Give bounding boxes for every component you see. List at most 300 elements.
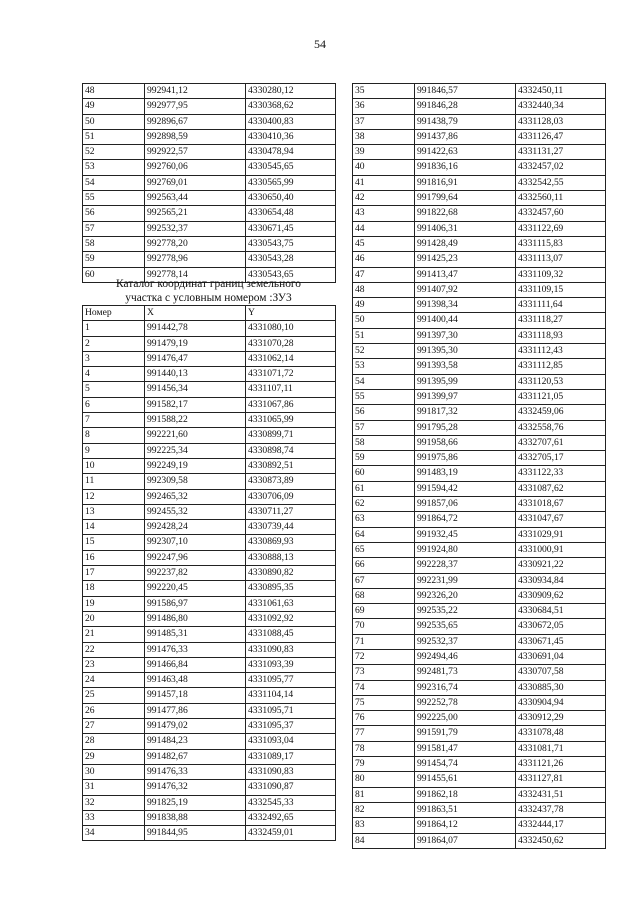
table-row <box>353 818 606 833</box>
cell-number: 58 <box>83 236 145 251</box>
cell-x: 992455,32 <box>145 504 246 519</box>
table-row <box>353 588 606 603</box>
table-row <box>83 145 336 160</box>
cell-number: 37 <box>353 114 415 129</box>
cell-x: 992778,14 <box>145 267 246 282</box>
cell-number: 59 <box>83 252 145 267</box>
cell-x: 992769,01 <box>145 175 246 190</box>
cell-x: 991816,91 <box>415 175 516 190</box>
cell-number: 41 <box>353 175 415 190</box>
cell-x: 991425,23 <box>415 252 516 267</box>
cell-y: 4332542,55 <box>516 175 606 190</box>
table-row <box>83 351 336 366</box>
cell-x: 992563,44 <box>145 191 246 206</box>
table-row <box>83 627 336 642</box>
cell-y: 4330873,89 <box>246 474 336 489</box>
table-row <box>83 657 336 672</box>
cell-x: 991393,58 <box>415 359 516 374</box>
cell-x: 991586,97 <box>145 596 246 611</box>
cell-number: 51 <box>353 328 415 343</box>
cell-x: 992535,65 <box>415 619 516 634</box>
table-row <box>83 428 336 443</box>
cell-number: 70 <box>353 619 415 634</box>
cell-y: 4330934,84 <box>516 573 606 588</box>
cell-x: 992465,32 <box>145 489 246 504</box>
table-row <box>353 649 606 664</box>
table-row <box>353 802 606 817</box>
cell-x: 991397,30 <box>415 328 516 343</box>
cell-number: 51 <box>83 129 145 144</box>
table-row <box>83 206 336 221</box>
cell-x: 991440,13 <box>145 367 246 382</box>
cell-y: 4332459,06 <box>516 405 606 420</box>
cell-y: 4331088,45 <box>246 627 336 642</box>
cell-x: 992941,12 <box>145 84 246 99</box>
table-row <box>353 665 606 680</box>
table-row <box>83 703 336 718</box>
cell-x: 991932,45 <box>415 527 516 542</box>
cell-number: 52 <box>353 344 415 359</box>
cell-number: 47 <box>353 267 415 282</box>
catalog-title <box>82 277 335 305</box>
table-row <box>83 550 336 565</box>
cell-y: 4332440,34 <box>516 99 606 114</box>
cell-number: 49 <box>353 298 415 313</box>
table-row <box>83 504 336 519</box>
table-row <box>353 298 606 313</box>
cell-x: 992307,10 <box>145 535 246 550</box>
cell-y: 4331104,14 <box>246 688 336 703</box>
cell-number: 33 <box>83 810 145 825</box>
cell-y: 4332459,01 <box>246 826 336 841</box>
cell-number: 31 <box>83 780 145 795</box>
cell-y: 4330739,44 <box>246 520 336 535</box>
coordinates-table-right <box>352 83 606 849</box>
cell-number: 48 <box>83 84 145 99</box>
cell-x: 991825,19 <box>145 795 246 810</box>
cell-y: 4331070,28 <box>246 336 336 351</box>
cell-x: 991863,51 <box>415 802 516 817</box>
cell-x: 992898,59 <box>145 129 246 144</box>
cell-number: 57 <box>83 221 145 236</box>
cell-x: 992532,37 <box>145 221 246 236</box>
cell-number: 42 <box>353 191 415 206</box>
cell-number: 53 <box>83 160 145 175</box>
cell-number: 26 <box>83 703 145 718</box>
cell-x: 991400,44 <box>415 313 516 328</box>
cell-y: 4330684,51 <box>516 604 606 619</box>
cell-x: 992977,95 <box>145 99 246 114</box>
table-row <box>83 221 336 236</box>
cell-y: 4331000,91 <box>516 542 606 557</box>
cell-number: 56 <box>83 206 145 221</box>
cell-y: 4330368,62 <box>246 99 336 114</box>
cell-y: 4330912,29 <box>516 711 606 726</box>
cell-y: 4330707,58 <box>516 665 606 680</box>
cell-y: 4331029,91 <box>516 527 606 542</box>
cell-number: 19 <box>83 596 145 611</box>
cell-number: 66 <box>353 558 415 573</box>
table-row <box>83 611 336 626</box>
cell-x: 992778,96 <box>145 252 246 267</box>
cell-x: 991484,23 <box>145 734 246 749</box>
cell-number: 54 <box>353 374 415 389</box>
cell-number: 23 <box>83 657 145 672</box>
cell-x: 991924,80 <box>415 542 516 557</box>
cell-y: 4332444,17 <box>516 818 606 833</box>
cell-number: 80 <box>353 772 415 787</box>
cell-number: 32 <box>83 795 145 810</box>
cell-x: 991846,57 <box>415 84 516 99</box>
header-y: Y <box>246 306 336 321</box>
cell-x: 991476,33 <box>145 764 246 779</box>
cell-x: 991422,63 <box>415 145 516 160</box>
cell-x: 991406,31 <box>415 221 516 236</box>
cell-number: 43 <box>353 206 415 221</box>
cell-number: 69 <box>353 604 415 619</box>
table-row <box>83 160 336 175</box>
cell-number: 72 <box>353 649 415 664</box>
cell-y: 4331121,26 <box>516 757 606 772</box>
table-row <box>83 321 336 336</box>
cell-y: 4331090,83 <box>246 642 336 657</box>
cell-y: 4331090,83 <box>246 764 336 779</box>
cell-number: 50 <box>83 114 145 129</box>
coordinates-table-zu3 <box>82 305 336 841</box>
cell-number: 55 <box>353 389 415 404</box>
cell-x: 991395,99 <box>415 374 516 389</box>
cell-y: 4332707,61 <box>516 435 606 450</box>
cell-number: 63 <box>353 512 415 527</box>
cell-number: 55 <box>83 191 145 206</box>
cell-number: 17 <box>83 566 145 581</box>
cell-x: 991846,28 <box>415 99 516 114</box>
cell-number: 22 <box>83 642 145 657</box>
cell-x: 991438,79 <box>415 114 516 129</box>
cell-y: 4331128,03 <box>516 114 606 129</box>
table-row <box>353 221 606 236</box>
cell-number: 81 <box>353 787 415 802</box>
cell-x: 992247,96 <box>145 550 246 565</box>
table-row <box>353 252 606 267</box>
cell-number: 61 <box>353 481 415 496</box>
table-row <box>353 711 606 726</box>
cell-x: 991442,78 <box>145 321 246 336</box>
cell-y: 4330650,40 <box>246 191 336 206</box>
cell-x: 991477,86 <box>145 703 246 718</box>
cell-x: 991395,30 <box>415 344 516 359</box>
table-row <box>353 741 606 756</box>
table-row <box>83 566 336 581</box>
table-row <box>83 642 336 657</box>
cell-x: 992896,67 <box>145 114 246 129</box>
table-row <box>353 619 606 634</box>
cell-x: 991975,86 <box>415 451 516 466</box>
table-row <box>353 374 606 389</box>
cell-y: 4331081,71 <box>516 741 606 756</box>
catalog-title-line2: участка с условным номером :ЗУ3 <box>125 292 292 304</box>
cell-y: 4330890,82 <box>246 566 336 581</box>
cell-y: 4331062,14 <box>246 351 336 366</box>
table-row <box>83 175 336 190</box>
cell-x: 991857,06 <box>415 497 516 512</box>
table-row <box>353 405 606 420</box>
table-row <box>353 99 606 114</box>
cell-y: 4330671,45 <box>246 221 336 236</box>
cell-number: 74 <box>353 680 415 695</box>
cell-y: 4330921,22 <box>516 558 606 573</box>
cell-x: 991463,48 <box>145 673 246 688</box>
cell-x: 992252,78 <box>415 695 516 710</box>
cell-number: 68 <box>353 588 415 603</box>
cell-number: 11 <box>83 474 145 489</box>
cell-y: 4332457,60 <box>516 206 606 221</box>
cell-number: 52 <box>83 145 145 160</box>
table-row <box>83 252 336 267</box>
cell-x: 991476,32 <box>145 780 246 795</box>
cell-y: 4331131,27 <box>516 145 606 160</box>
cell-y: 4332450,11 <box>516 84 606 99</box>
cell-x: 992532,37 <box>415 634 516 649</box>
cell-x: 991795,28 <box>415 420 516 435</box>
cell-y: 4330909,62 <box>516 588 606 603</box>
cell-y: 4330565,99 <box>246 175 336 190</box>
table-row <box>353 573 606 588</box>
table-row <box>83 413 336 428</box>
cell-number: 21 <box>83 627 145 642</box>
cell-number: 50 <box>353 313 415 328</box>
cell-x: 991594,42 <box>415 481 516 496</box>
cell-x: 992922,57 <box>145 145 246 160</box>
cell-y: 4330869,93 <box>246 535 336 550</box>
table-row <box>83 114 336 129</box>
table-row <box>353 389 606 404</box>
cell-x: 992760,06 <box>145 160 246 175</box>
cell-x: 991838,88 <box>145 810 246 825</box>
cell-number: 15 <box>83 535 145 550</box>
table-row <box>83 581 336 596</box>
cell-number: 9 <box>83 443 145 458</box>
cell-y: 4330895,35 <box>246 581 336 596</box>
cell-y: 4330543,65 <box>246 267 336 282</box>
table-row <box>83 489 336 504</box>
cell-number: 58 <box>353 435 415 450</box>
cell-number: 28 <box>83 734 145 749</box>
cell-number: 18 <box>83 581 145 596</box>
table-row <box>353 542 606 557</box>
cell-number: 29 <box>83 749 145 764</box>
cell-y: 4332705,17 <box>516 451 606 466</box>
cell-number: 40 <box>353 160 415 175</box>
cell-x: 991591,79 <box>415 726 516 741</box>
cell-number: 35 <box>353 84 415 99</box>
cell-number: 12 <box>83 489 145 504</box>
cell-y: 4330706,09 <box>246 489 336 504</box>
cell-number: 62 <box>353 497 415 512</box>
cell-number: 45 <box>353 236 415 251</box>
cell-x: 991483,19 <box>415 466 516 481</box>
cell-number: 25 <box>83 688 145 703</box>
cell-x: 991582,17 <box>145 397 246 412</box>
table-row <box>83 688 336 703</box>
cell-y: 4330543,28 <box>246 252 336 267</box>
cell-number: 44 <box>353 221 415 236</box>
table-row <box>353 512 606 527</box>
cell-y: 4330400,83 <box>246 114 336 129</box>
table-row <box>83 749 336 764</box>
cell-number: 13 <box>83 504 145 519</box>
cell-x: 992316,74 <box>415 680 516 695</box>
cell-number: 71 <box>353 634 415 649</box>
cell-y: 4331071,72 <box>246 367 336 382</box>
cell-number: 60 <box>353 466 415 481</box>
cell-x: 992225,34 <box>145 443 246 458</box>
cell-y: 4330545,65 <box>246 160 336 175</box>
cell-y: 4330410,36 <box>246 129 336 144</box>
cell-x: 992249,19 <box>145 458 246 473</box>
cell-x: 991466,84 <box>145 657 246 672</box>
cell-x: 991485,31 <box>145 627 246 642</box>
cell-x: 992237,82 <box>145 566 246 581</box>
table-row <box>353 313 606 328</box>
cell-y: 4330543,75 <box>246 236 336 251</box>
cell-x: 991454,74 <box>415 757 516 772</box>
cell-y: 4331093,04 <box>246 734 336 749</box>
table-row <box>353 497 606 512</box>
table-row <box>353 604 606 619</box>
cell-number: 67 <box>353 573 415 588</box>
cell-y: 4330280,12 <box>246 84 336 99</box>
cell-x: 991588,22 <box>145 413 246 428</box>
table-row <box>353 359 606 374</box>
cell-y: 4331095,77 <box>246 673 336 688</box>
table-row <box>353 344 606 359</box>
cell-number: 65 <box>353 542 415 557</box>
table-row <box>353 772 606 787</box>
cell-y: 4331109,32 <box>516 267 606 282</box>
table-row <box>353 160 606 175</box>
cell-x: 992231,99 <box>415 573 516 588</box>
table-row <box>83 99 336 114</box>
cell-y: 4330711,27 <box>246 504 336 519</box>
cell-y: 4331121,05 <box>516 389 606 404</box>
table-row <box>83 443 336 458</box>
cell-y: 4331093,39 <box>246 657 336 672</box>
cell-number: 34 <box>83 826 145 841</box>
table-row <box>353 84 606 99</box>
table-row <box>353 726 606 741</box>
cell-y: 4330899,71 <box>246 428 336 443</box>
cell-number: 38 <box>353 129 415 144</box>
cell-number: 59 <box>353 451 415 466</box>
cell-number: 64 <box>353 527 415 542</box>
cell-number: 48 <box>353 282 415 297</box>
cell-x: 991398,34 <box>415 298 516 313</box>
cell-y: 4330885,30 <box>516 680 606 695</box>
cell-x: 992565,21 <box>145 206 246 221</box>
cell-number: 79 <box>353 757 415 772</box>
cell-y: 4331078,48 <box>516 726 606 741</box>
cell-number: 3 <box>83 351 145 366</box>
cell-number: 76 <box>353 711 415 726</box>
cell-y: 4331067,86 <box>246 397 336 412</box>
table-row <box>83 826 336 841</box>
cell-number: 54 <box>83 175 145 190</box>
cell-x: 991799,64 <box>415 191 516 206</box>
cell-y: 4330892,51 <box>246 458 336 473</box>
cell-y: 4331118,93 <box>516 328 606 343</box>
cell-x: 992225,00 <box>415 711 516 726</box>
cell-y: 4331065,99 <box>246 413 336 428</box>
table-row <box>353 466 606 481</box>
page-number: 54 <box>314 37 326 51</box>
cell-x: 992221,60 <box>145 428 246 443</box>
table-row <box>353 129 606 144</box>
cell-y: 4331092,92 <box>246 611 336 626</box>
catalog-title-line1: Каталог координат границ земельного <box>116 278 301 290</box>
table-row <box>83 191 336 206</box>
table-row <box>353 558 606 573</box>
cell-x: 991413,47 <box>415 267 516 282</box>
cell-number: 46 <box>353 252 415 267</box>
cell-y: 4330671,45 <box>516 634 606 649</box>
cell-number: 82 <box>353 802 415 817</box>
cell-x: 991817,32 <box>415 405 516 420</box>
cell-x: 991476,47 <box>145 351 246 366</box>
cell-x: 991479,02 <box>145 719 246 734</box>
cell-number: 6 <box>83 397 145 412</box>
cell-x: 991864,72 <box>415 512 516 527</box>
cell-y: 4331107,11 <box>246 382 336 397</box>
cell-number: 4 <box>83 367 145 382</box>
cell-number: 14 <box>83 520 145 535</box>
cell-y: 4331018,67 <box>516 497 606 512</box>
cell-number: 60 <box>83 267 145 282</box>
table-header-row <box>83 306 336 321</box>
table-row <box>353 680 606 695</box>
table-row <box>353 282 606 297</box>
cell-x: 992428,24 <box>145 520 246 535</box>
cell-y: 4331120,53 <box>516 374 606 389</box>
cell-y: 4331115,83 <box>516 236 606 251</box>
table-row <box>353 833 606 848</box>
cell-number: 20 <box>83 611 145 626</box>
table-row <box>83 719 336 734</box>
table-row <box>353 206 606 221</box>
cell-y: 4331122,33 <box>516 466 606 481</box>
table-row <box>83 764 336 779</box>
cell-x: 992535,22 <box>415 604 516 619</box>
cell-y: 4331089,17 <box>246 749 336 764</box>
cell-number: 75 <box>353 695 415 710</box>
cell-number: 56 <box>353 405 415 420</box>
cell-x: 991862,18 <box>415 787 516 802</box>
table-row <box>353 481 606 496</box>
cell-y: 4332558,76 <box>516 420 606 435</box>
cell-x: 991476,33 <box>145 642 246 657</box>
cell-x: 991864,07 <box>415 833 516 848</box>
table-row <box>83 795 336 810</box>
cell-number: 36 <box>353 99 415 114</box>
table-row <box>83 535 336 550</box>
cell-x: 991836,16 <box>415 160 516 175</box>
table-row <box>83 397 336 412</box>
table-row <box>353 145 606 160</box>
cell-number: 1 <box>83 321 145 336</box>
cell-x: 991958,66 <box>415 435 516 450</box>
cell-y: 4331118,27 <box>516 313 606 328</box>
cell-y: 4331113,07 <box>516 252 606 267</box>
